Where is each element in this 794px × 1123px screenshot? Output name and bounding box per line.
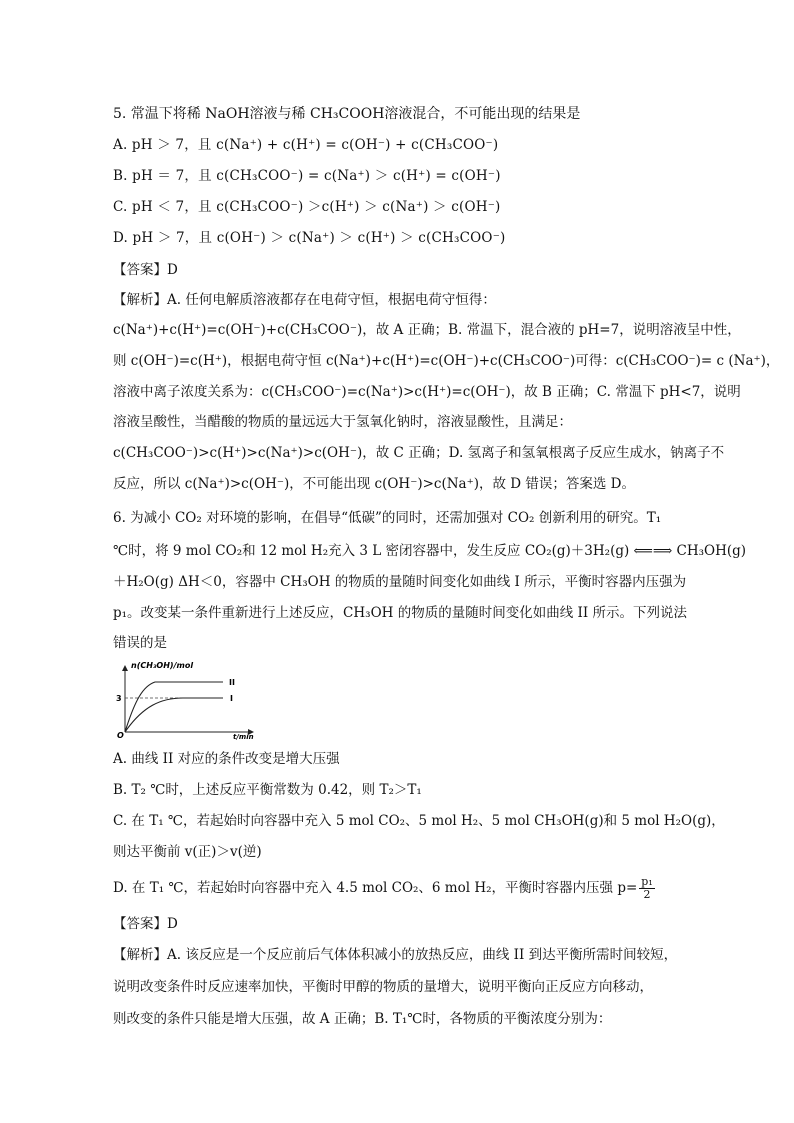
q6-stem-line: 错误的是 <box>113 635 167 651</box>
origin-label: O <box>117 731 124 740</box>
q5-option-a: A. pH ＞ 7，且 c(Na⁺) + c(H⁺) = c(OH⁻) + c(CH₃COO⁻) <box>113 137 499 153</box>
q5-analysis-line: 【解析】A. 任何电解质溶液都存在电荷守恒，根据电荷守恒得： <box>113 292 496 308</box>
q6-stem-line: 6. 为减小 CO₂ 对环境的影响，在倡导“低碳”的同时，还需加强对 CO₂ 创新利用的研究。T₁ <box>113 510 662 526</box>
curve-i <box>125 698 223 732</box>
q5-stem: 5. 常温下将稀 NaOH溶液与稀 CH₃COOH溶液混合，不可能出现的结果是 <box>113 106 581 122</box>
q6-option-c: C. 在 T₁ ℃，若起始时向容器中充入 5 mol CO₂、5 mol H₂、5 mol CH₃OH(g)和 5 mol H₂O(g)， <box>113 813 725 829</box>
q6-option-b: B. T₂ ℃时，上述反应平衡常数为 0.42，则 T₂＞T₁ <box>113 782 422 798</box>
q6-stem-line: ℃时，将 9 mol CO₂和 12 mol H₂充入 3 L 密闭容器中，发生反应 CO₂(g)＋3H₂(g) ⟸⟹ CH₃OH(g) <box>113 543 747 559</box>
curve-i-label: I <box>230 694 233 703</box>
p1-over-2-fraction <box>639 876 654 901</box>
q6-analysis-line: 【解析】A. 该反应是一个反应前后气体体积减小的放热反应，曲线 II 到达平衡所需时间较短， <box>113 947 678 963</box>
q6-stem-line: ＋H₂O(g) ΔH＜0，容器中 CH₃OH 的物质的量随时间变化如曲线 I 所示，平衡时容器内压强为 <box>113 574 687 590</box>
q5-analysis-line: c(CH₃COO⁻)>c(H⁺)>c(Na⁺)>c(OH⁻)，故 C 正确；D. 氢离子和氢氧根离子反应生成水，钠离子不 <box>113 445 725 461</box>
q6-analysis-line: 则改变的条件只能是增大压强，故 A 正确；B. T₁℃时，各物质的平衡浓度分别为： <box>113 1011 612 1027</box>
q6-answer: 【答案】D <box>113 916 178 932</box>
q6-analysis-line: 说明改变条件时反应速率加快，平衡时甲醇的物质的量增大，说明平衡向正反应方向移动， <box>113 979 653 995</box>
q5-answer: 【答案】D <box>113 262 178 278</box>
y-axis-label: n(CH₃OH)/mol <box>131 661 194 670</box>
q5-analysis-line: 反应，所以 c(Na⁺)>c(OH⁻)，不可能出现 c(OH⁻)>c(Na⁺)，故 D 错误；答案选 D。 <box>113 476 636 492</box>
y-tick-3: 3 <box>116 694 122 703</box>
q5-analysis-line: 溶液中离子浓度关系为：c(CH₃COO⁻)=c(Na⁺)>c(H⁺)=c(OH⁻)，故 B 正确；C. 常温下 pH<7，说明 <box>113 384 741 400</box>
q6-option-d-text: D. 在 T₁ ℃，若起始时向容器中充入 4.5 mol CO₂、6 mol H₂，平衡时容器内压强 p= <box>113 880 638 896</box>
ch3oh-amount-figure <box>113 660 263 740</box>
curve-ii-label: II <box>229 678 235 687</box>
q5-analysis-line: 则 c(OH⁻)=c(H⁺)，根据电荷守恒 c(Na⁺)+c(H⁺)=c(OH⁻)+c(CH₃COO⁻)可得：c(CH₃COO⁻)= c (Na⁺)， <box>113 353 780 369</box>
q5-analysis-line: 溶液呈酸性，当醋酸的物质的量远远大于氢氧化钠时，溶液显酸性，且满足： <box>113 414 572 430</box>
q6-option-d <box>113 876 655 901</box>
q6-option-a: A. 曲线 II 对应的条件改变是增大压强 <box>113 751 340 767</box>
q6-option-c-cont: 则达平衡前 v(正)＞v(逆) <box>113 844 262 860</box>
q5-option-c: C. pH ＜ 7，且 c(CH₃COO⁻) ＞c(H⁺) ＞ c(Na⁺) ＞ c(OH⁻) <box>113 199 501 215</box>
q6-stem-line: p₁。改变某一条件重新进行上述反应，CH₃OH 的物质的量随时间变化如曲线 II 所示。下列说法 <box>113 605 687 621</box>
q5-analysis-line: c(Na⁺)+c(H⁺)=c(OH⁻)+c(CH₃COO⁻)，故 A 正确；B. 常温下，混合液的 pH=7，说明溶液呈中性， <box>113 322 741 338</box>
fraction-denominator: 2 <box>643 888 651 901</box>
q5-option-b: B. pH ＝ 7，且 c(CH₃COO⁻) = c(Na⁺) ＞ c(H⁺) = c(OH⁻) <box>113 168 501 184</box>
curve-ii <box>125 682 223 732</box>
q5-option-d: D. pH ＞ 7，且 c(OH⁻) ＞ c(Na⁺) ＞ c(H⁺) ＞ c(CH₃COO⁻) <box>113 230 506 246</box>
x-axis-label: t/min <box>233 733 254 740</box>
fraction-numerator: p₁ <box>641 875 653 888</box>
